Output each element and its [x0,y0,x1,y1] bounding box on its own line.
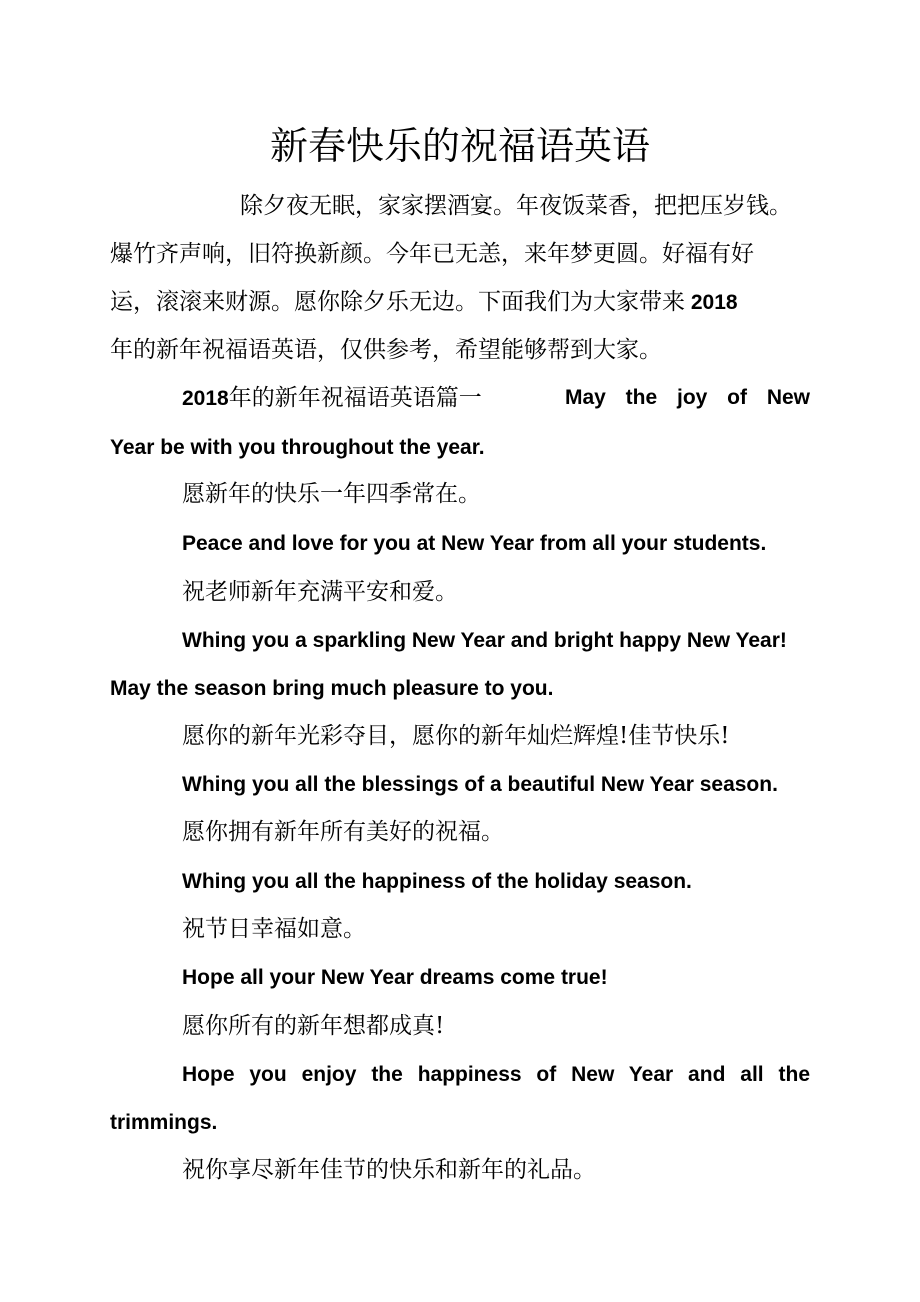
entry-cn: 愿你的新年光彩夺目，愿你的新年灿烂辉煌!佳节快乐! [182,723,730,749]
entry-en: Hope you enjoy the happiness of New Year and all the [182,1063,810,1086]
section-heading [182,382,810,415]
entry-cn: 祝老师新年充满平安和爱。 [182,579,458,605]
entry-en: Whing you all the happiness of the holiday season. [182,870,692,893]
entry-en: Whing you all the blessings of a beautiful New Year season. [182,773,778,796]
intro-line-2: 爆竹齐声响，旧符换新颜。今年已无恙，来年梦更圆。好福有好 [110,241,754,267]
entry-cn: 愿你拥有新年所有美好的祝福。 [182,819,504,845]
entry-cn: 祝节日幸福如意。 [182,916,366,942]
entry-en-continuation: May the season bring much pleasure to you. [110,677,554,700]
intro-line-3-year: 2018 [685,291,738,314]
entry-cn: 愿新年的快乐一年四季常在。 [182,481,481,507]
entry-en: Peace and love for you at New Year from all your students. [182,532,767,555]
section-heading-continuation: Year be with you throughout the year. [110,436,485,459]
entry-en: Hope all your New Year dreams come true! [182,966,608,989]
intro-line-1: 除夕夜无眠，家家摆酒宴。年夜饭菜香，把把压岁钱。 [240,193,792,219]
entry-en-continuation: trimmings. [110,1111,218,1134]
entry-cn: 祝你享尽新年佳节的快乐和新年的礼品。 [182,1157,596,1183]
section-heading-year: 2018 [182,387,229,410]
entry-en: Whing you a sparkling New Year and bright happy New Year! [182,629,787,652]
section-heading-cn: 年的新年祝福语英语篇一 [228,385,482,411]
intro-line-3-text: 运，滚滚来财源。愿你除夕乐无边。下面我们为大家带来 [110,289,685,315]
intro-line-3 [110,286,738,319]
intro-line-4: 年的新年祝福语英语，仅供参考，希望能够帮到大家。 [110,337,662,363]
document-title: 新春快乐的祝福语英语 [269,124,650,168]
entry-cn: 愿你所有的新年想都成真! [182,1013,445,1039]
section-heading-en: May the joy of New [564,386,810,409]
